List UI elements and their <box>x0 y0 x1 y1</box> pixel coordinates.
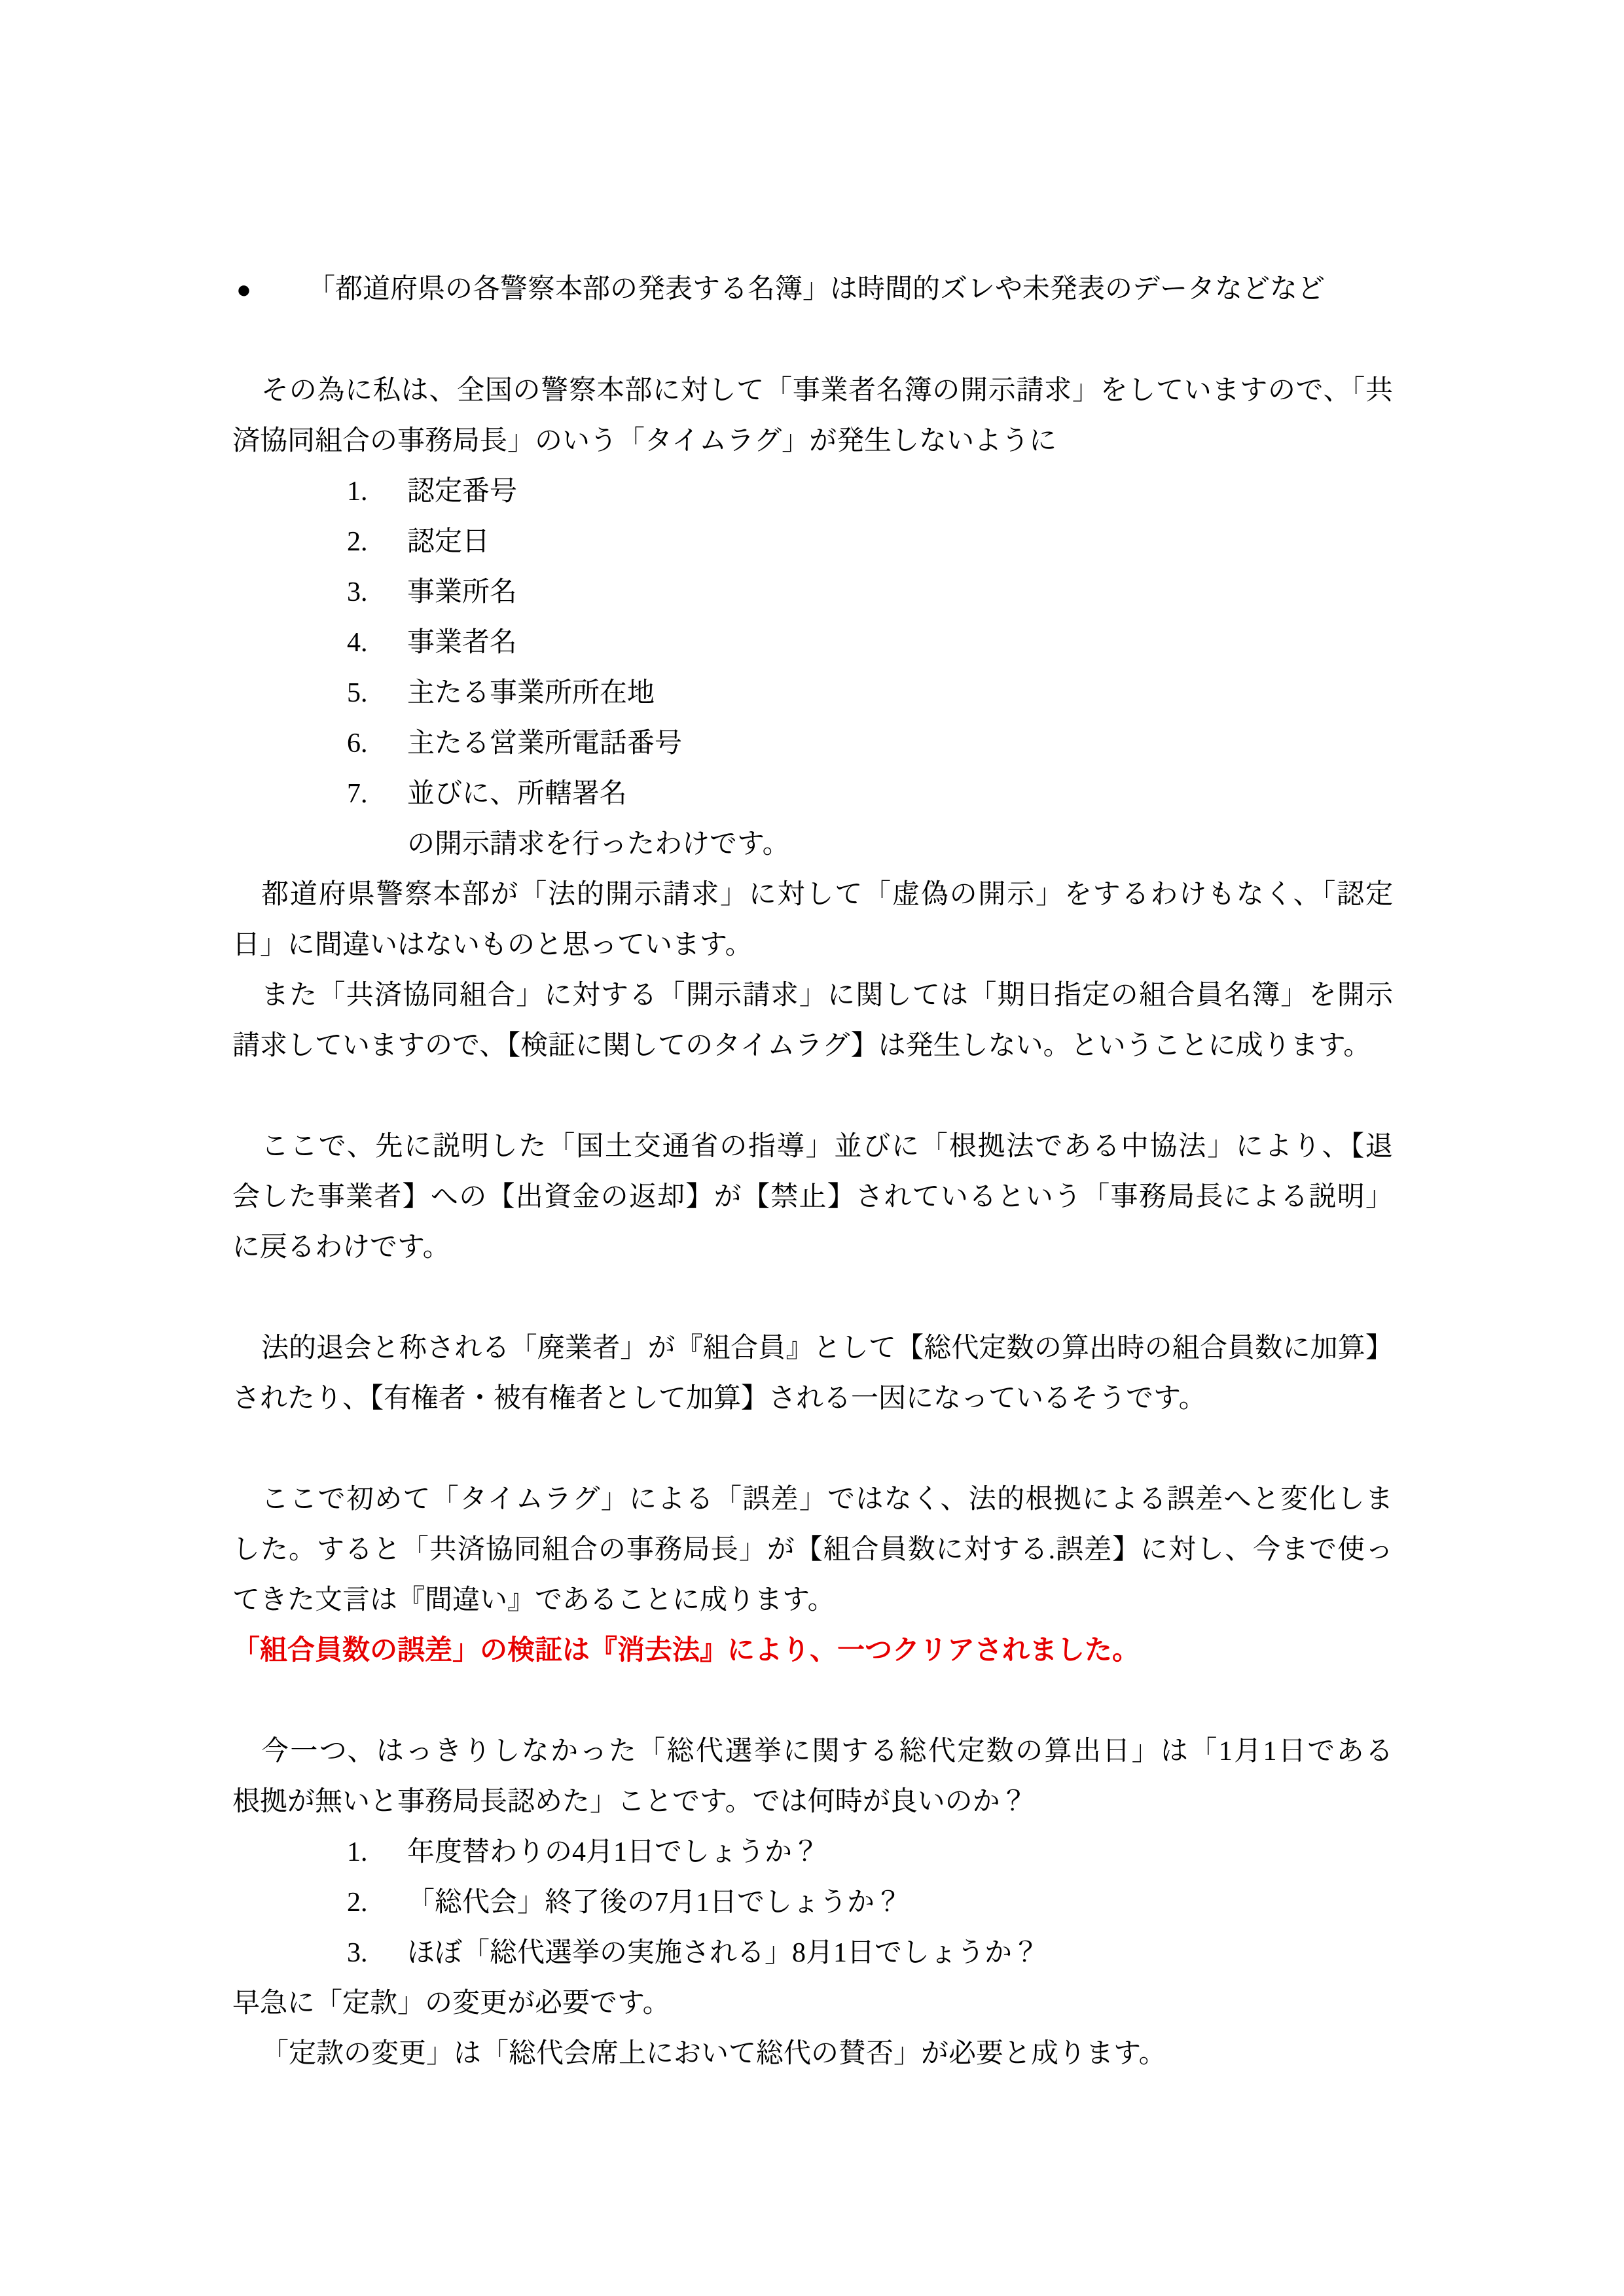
line-text: 「組合員数の誤差」の検証は『消去法』により、一つクリアされました。 <box>232 1636 1140 1666</box>
paragraph-line <box>232 1021 1393 1071</box>
line-text: 年度替わりの4月1日でしょうか？ <box>407 1837 820 1867</box>
line-text: 認定日 <box>407 527 490 557</box>
paragraph-line <box>232 1979 1393 2029</box>
paragraph-line <box>232 1172 1393 1223</box>
paragraph-line <box>232 1777 1393 1827</box>
list-number: 6. <box>347 728 368 759</box>
blank-line <box>232 1071 1393 1122</box>
list-item <box>232 567 1393 618</box>
line-text: 「総代会」終了後の7月1日でしょうか？ <box>407 1888 903 1918</box>
list-number: 7. <box>347 779 368 809</box>
list-number: 1. <box>347 1837 368 1867</box>
blank-line <box>232 315 1393 366</box>
list-item <box>232 467 1393 517</box>
line-text: 「定款の変更」は「総代会席上において総代の賛否」が必要と成ります。 <box>261 2039 1166 2069</box>
line-text: 都道府県警察本部が「法的開示請求」に対して「虚偽の開示」をするわけもなく、「認定 <box>261 880 1393 910</box>
line-text: ほぼ「総代選挙の実施される」8月1日でしょうか？ <box>407 1938 1040 1968</box>
line-text: 済協同組合の事務局長」のいう「タイムラグ」が発生しないように <box>232 426 1057 456</box>
line-text: されたり、【有権者・被有権者として加算】される一因になっているそうです。 <box>232 1384 1206 1414</box>
list-item <box>232 1827 1393 1878</box>
line-text: 今一つ、はっきりしなかった「総代選挙に関する総代定数の算出日」は「1月1日である <box>261 1736 1393 1767</box>
line-text: ここで初めて「タイムラグ」による「誤差」ではなく、法的根拠による誤差へと変化しま <box>261 1484 1393 1515</box>
line-text: 認定番号 <box>407 476 518 507</box>
paragraph-line <box>232 1374 1393 1424</box>
line-text: 並びに、所轄署名 <box>407 779 628 809</box>
paragraph-line <box>232 1727 1393 1777</box>
paragraph-line <box>232 1323 1393 1374</box>
paragraph-line <box>232 971 1393 1021</box>
blank-line <box>232 1676 1393 1727</box>
list-number: 3. <box>347 577 368 607</box>
line-text: に戻るわけです。 <box>232 1232 450 1263</box>
paragraph-line <box>232 2029 1393 2079</box>
list-item <box>232 1878 1393 1928</box>
line-text: の開示請求を行ったわけです。 <box>407 829 790 859</box>
line-text: 日」に間違いはないものと思っています。 <box>232 930 753 960</box>
list-number: 2. <box>347 527 368 557</box>
paragraph-line <box>232 1575 1393 1626</box>
paragraph-line <box>232 870 1393 920</box>
line-text: ここで、先に説明した「国土交通省の指導」並びに「根拠法である中協法」により、【退 <box>261 1132 1393 1162</box>
list-number: 1. <box>347 476 368 507</box>
line-text: 請求していますので、【検証に関してのタイムラグ】は発生しない。ということに成ります。 <box>232 1031 1371 1061</box>
list-number: 3. <box>347 1938 368 1968</box>
list-item <box>232 719 1393 769</box>
line-text: した。すると「共済協同組合の事務局長」が【組合員数に対する.誤差】に対し、今まで使っ <box>232 1535 1393 1565</box>
line-text: また「共済協同組合」に対する「開示請求」に関しては「期日指定の組合員名簿」を開示 <box>261 980 1393 1011</box>
line-text: その為に私は、全国の警察本部に対して「事業者名簿の開示請求」をしていますので、「共 <box>261 376 1393 406</box>
paragraph-line <box>232 1223 1393 1273</box>
bullet-item <box>232 264 1393 315</box>
line-text: 主たる営業所電話番号 <box>407 728 683 759</box>
blank-line <box>232 1273 1393 1323</box>
list-number: 2. <box>347 1888 368 1918</box>
paragraph-line <box>232 819 1393 870</box>
list-number: 5. <box>347 678 368 708</box>
bullet-icon: ● <box>236 276 251 304</box>
line-text: 事業者名 <box>407 628 518 658</box>
line-text: 主たる事業所所在地 <box>407 678 655 708</box>
paragraph-line <box>232 1525 1393 1575</box>
blank-line <box>232 1424 1393 1475</box>
line-text: 早急に「定款」の変更が必要です。 <box>232 1988 670 2018</box>
list-item <box>232 618 1393 668</box>
paragraph-line <box>232 920 1393 971</box>
line-text: 根拠が無いと事務局長認めた」ことです。では何時が良いのか？ <box>232 1787 1028 1817</box>
paragraph-line <box>232 1122 1393 1172</box>
line-text: 「都道府県の各警察本部の発表する名簿」は時間的ズレや未発表のデータなどなど <box>308 274 1326 304</box>
list-item <box>232 668 1393 719</box>
list-number: 4. <box>347 628 368 658</box>
paragraph-line <box>232 416 1393 467</box>
document-content <box>232 264 1393 2079</box>
list-item <box>232 1928 1393 1979</box>
line-text: 法的退会と称される「廃業者」が『組合員』として【総代定数の算出時の組合員数に加算】 <box>261 1333 1393 1363</box>
paragraph-line <box>232 1475 1393 1525</box>
line-text: てきた文言は『間違い』であることに成ります。 <box>232 1585 835 1615</box>
line-text: 事業所名 <box>407 577 518 607</box>
paragraph-line <box>232 366 1393 416</box>
list-item <box>232 769 1393 819</box>
list-item <box>232 517 1393 567</box>
highlight-red-line <box>232 1626 1393 1676</box>
line-text: 会した事業者】への【出資金の返却】が【禁止】されているという「事務局長による説明」 <box>232 1182 1393 1212</box>
